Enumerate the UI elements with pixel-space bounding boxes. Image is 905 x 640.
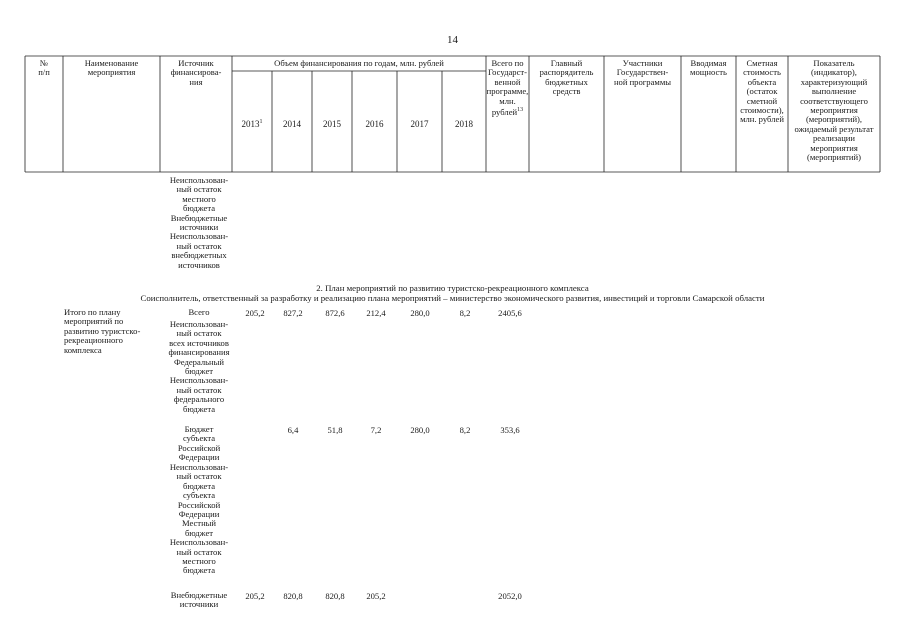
regional-2016: 7,2	[370, 425, 382, 435]
header-funding-volume: Объем финансирования по годам, млн. рублей	[274, 58, 444, 68]
year-2016: 2016	[365, 119, 384, 129]
total-2015: 872,6	[325, 308, 345, 318]
regional-2014: 6,4	[287, 425, 299, 435]
regional-2017: 280,0	[410, 425, 430, 435]
header-capacity: Вводимая мощность	[690, 58, 727, 78]
header-funding-source: Источник финансирова- ния	[170, 58, 222, 87]
header-main-manager: Главный распорядитель бюджетных средств	[539, 58, 594, 97]
year-2014: 2014	[283, 119, 301, 129]
total-all: 2405,6	[498, 308, 522, 318]
source-total: Всего	[188, 307, 210, 317]
year-2017: 2017	[410, 119, 429, 129]
header-participants: Участники Государствен- ной программы	[613, 58, 672, 87]
header-estimate: Сметная стоимость объекта (остаток сметной стоимости), млн. рублей	[740, 58, 784, 125]
total-2017: 280,0	[410, 308, 430, 318]
offbudget-2014: 820,8	[283, 591, 303, 601]
plan-total-label: Итого по плану мероприятий по развитию туристско- рекреационного комплекса	[64, 307, 141, 355]
offbudget-total: 2052,0	[498, 591, 522, 601]
header-measure-name: Наименование мероприятия	[84, 58, 139, 78]
page-number: 14	[447, 34, 458, 46]
regional-total: 353,6	[500, 425, 520, 435]
total-2018: 8,2	[459, 308, 471, 318]
total-2016: 212,4	[366, 308, 386, 318]
section-title: 2. План мероприятий по развитию туристско-рекреационного комплекса	[316, 283, 589, 293]
header-total: Всего по Государст- венной программе, млн. рублей$^{13}$	[486, 58, 529, 117]
source-offbudget: Внебюджетные источники	[170, 590, 228, 610]
regional-2018: 8,2	[459, 425, 471, 435]
section-subtitle: Соисполнитель, ответственный за разработку и реализацию плана мероприятий – министерство экономического развития, инвестиций и торговли Самарской области	[140, 293, 765, 303]
year-2018: 2018	[455, 119, 473, 129]
regional-2015: 51,8	[327, 425, 343, 435]
total-2013: 205,2	[245, 308, 265, 318]
offbudget-2016: 205,2	[366, 591, 386, 601]
header-number: № п/п	[38, 58, 50, 78]
carryover-sources: Неиспользован- ный остаток местного бюджета Внебюджетные источники Неиспользован- ный остаток внебюджетных источников	[169, 175, 229, 270]
source-regional-budget: Бюджет субъекта Российской Федерации	[177, 424, 221, 463]
total-2014: 827,2	[283, 308, 303, 318]
offbudget-2015: 820,8	[325, 591, 345, 601]
sources-block-1: Неиспользован- ный остаток всех источников финансирования Федеральный бюджет Неиспользован- ный остаток федерального бюджета	[168, 319, 230, 414]
year-2013: 2013$^1$	[241, 119, 263, 129]
header-indicator: Показатель (индикатор), характеризующий выполнение соответствующего мероприятия (мероприятий), ожидаемый результат реализации мероприятия (мероприятий)	[794, 58, 874, 163]
sources-block-2: Неиспользован- ный остаток бюджета субъекта Российской Федерации Местный бюджет Неиспользован- ный остаток местного бюджета	[169, 462, 229, 576]
offbudget-2013: 205,2	[245, 591, 265, 601]
year-2015: 2015	[323, 119, 341, 129]
